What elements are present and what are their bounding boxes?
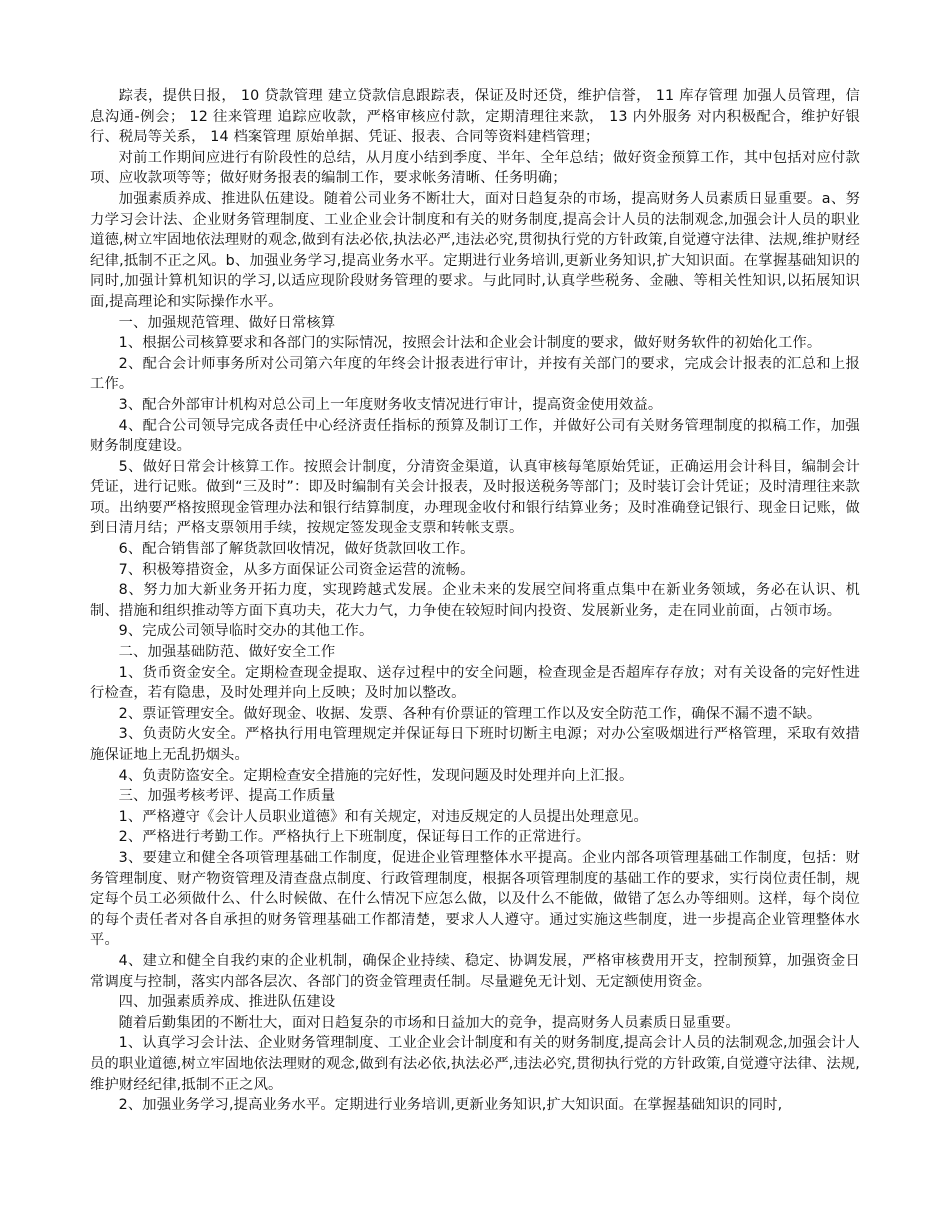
- paragraph: 2、票证管理安全。做好现金、收据、发票、各种有价票证的管理工作以及安全防范工作，确保不漏不遗不缺。: [118, 705, 822, 722]
- paragraph: 3、负责防火安全。严格执行用电管理规定并保证每日下班时切断主电源；对办公室吸烟进行严格管理，采取有效措施保证地上无乱扔烟头。: [90, 726, 860, 763]
- paragraph: 1、根据公司核算要求和各部门的实际情况，按照会计法和企业会计制度的要求，做好财务软件的初始化工作。: [118, 335, 822, 352]
- paragraph: 2、严格进行考勤工作。严格执行上下班制度，保证每日工作的正常进行。: [118, 829, 591, 846]
- paragraph: 1、严格遵守《会计人员职业道德》和有关规定，对违反规定的人员提出处理意见。: [118, 808, 648, 825]
- section-heading: 三、加强考核考评、提高工作质量: [118, 788, 336, 805]
- paragraph: 1、货币资金安全。定期检查现金提取、送存过程中的安全问题，检查现金是否超库存存放；对有关设备的完好性进行检查，若有隐患，及时处理并向上反映；及时加以整改。: [90, 664, 860, 702]
- paragraph: 9、完成公司领导临时交办的其他工作。: [118, 623, 374, 640]
- paragraph: 4、配合公司领导完成各责任中心经济责任指标的预算及制订工作，并做好公司有关财务管理制度的拟稿工作，加强财务制度建设。: [90, 417, 860, 455]
- paragraph: 3、要建立和健全各项管理基础工作制度，促进企业管理整体水平提高。企业内部各项管理基础工作制度，包括：财务管理制度、财产物资管理及清查盘点制度、行政管理制度，根据各项管理制度的基础工作的要求，实行岗位责任制，规定每个员工必须做什么、什么时候做、在什么情况下应怎么做，以及什么不能做，做错了怎么办等细则。这样，每个岗位的每个责任者对各自承担的财务管理基础工作都清楚，要求人人遵守。通过实施这些制度，进一步提高企业管理整体水平。: [90, 849, 860, 949]
- section-heading: 二、加强基础防范、做好安全工作: [118, 644, 336, 661]
- paragraph: 8、努力加大新业务开拓力度，实现跨越式发展。企业未来的发展空间将重点集中在新业务领域，务必在认识、机制、措施和组织推动等方面下真功夫，花大力气，力争使在较短时间内投资、发展新业务，走在同业前面，占领市场。: [90, 582, 860, 619]
- paragraph: 5、做好日常会计核算工作。按照会计制度，分清资金渠道，认真审核每笔原始凭证，正确运用会计科目，编制会计凭证，进行记账。做到“三及时”：即及时编制有关会计报表，及时报送税务等部门；及时装订会计凭证；及时清理往来款项。出纳要严格按照现金管理办法和银行结算制度，办理现金收付和银行结算业务；及时准确登记银行、现金日记账，做到日清月结；严格支票领用手续，按规定签发现金支票和转帐支票。: [90, 458, 860, 537]
- paragraph: 对前工作期间应进行有阶段性的总结，从月度小结到季度、半年、全年总结；做好资金预算工作，其中包括对应付款项、应收款项等等；做好财务报表的编制工作，要求帐务清晰、任务明确；: [90, 149, 860, 187]
- paragraph: 随着后勤集团的不断壮大，面对日趋复杂的市场和日益加大的竞争，提高财务人员素质日显重要。: [118, 1014, 740, 1031]
- paragraph: 7、积极筹措资金，从多方面保证公司资金运营的流畅。: [118, 561, 475, 578]
- paragraph: 加强素质养成、推进队伍建设。随着公司业务不断壮大，面对日趋复杂的市场，提高财务人员素质日显重要。a、努力学习会计法、企业财务管理制度、工业企业会计制度和有关的财务制度,提高会计人员的法制观念,加强会计人员的职业道德,树立牢固地依法理财的观念,做到有法必依,执法必严,违法必究,贯彻执行党的方针政策,自觉遵守法律、法规,维护财经纪律,抵制不正之风。b、加强业务学习,提高业务水平。定期进行业务培训,更新业务知识,扩大知识面。在掌握基础知识的同时,加强计算机知识的学习,以适应现阶段财务管理的要求。与此同时,认真学些税务、金融、等相关性知识,以拓展知识面,提高理论和实际操作水平。: [90, 190, 860, 310]
- paragraph: 3、配合外部审计机构对总公司上一年度财务收支情况进行审计，提高资金使用效益。: [118, 396, 663, 413]
- paragraph: 4、建立和健全自我约束的企业机制，确保企业持续、稳定、协调发展，严格审核费用开支，控制预算，加强资金日常调度与控制，落实内部各层次、各部门的资金管理责任制。尽量避免无计划、无定额使用资金。: [90, 952, 860, 990]
- paragraph: 2、配合会计师事务所对公司第六年度的年终会计报表进行审计，并按有关部门的要求，完成会计报表的汇总和上报工作。: [90, 355, 860, 393]
- paragraph: 4、负责防盗安全。定期检查安全措施的完好性，发现问题及时处理并向上汇报。: [118, 767, 634, 784]
- section-heading: 一、加强规范管理、做好日常核算: [118, 314, 336, 331]
- section-heading: 四、加强素质养成、推进队伍建设: [118, 994, 336, 1011]
- paragraph: 6、配合销售部了解货款回收情况，做好货款回收工作。: [118, 541, 475, 558]
- paragraph: 踪表，提供日报， 10 贷款管理 建立贷款信息跟踪表，保证及时还贷，维护信誉， 11 库存管理 加强人员管理，信息沟通-例会； 12 往来管理 追踪应收款，严格审核应付款，定期清理往来款， 13 内外服务 对内积极配合，维护好银行、税局等关系， 14 档案管理 原始单据、凭证、报表、合同等资料建档管理；: [90, 88, 860, 146]
- paragraph: 1、认真学习会计法、企业财务管理制度、工业企业会计制度和有关的财务制度,提高会计人员的法制观念,加强会计人员的职业道德,树立牢固地依法理财的观念,做到有法必依,执法必严,违法必究,贯彻执行党的方针政策,自觉遵守法律、法规,维护财经纪律,抵制不正之风。: [90, 1035, 860, 1093]
- paragraph: 2、加强业务学习,提高业务水平。定期进行业务培训,更新业务知识,扩大知识面。在掌握基础知识的同时,: [118, 1097, 783, 1114]
